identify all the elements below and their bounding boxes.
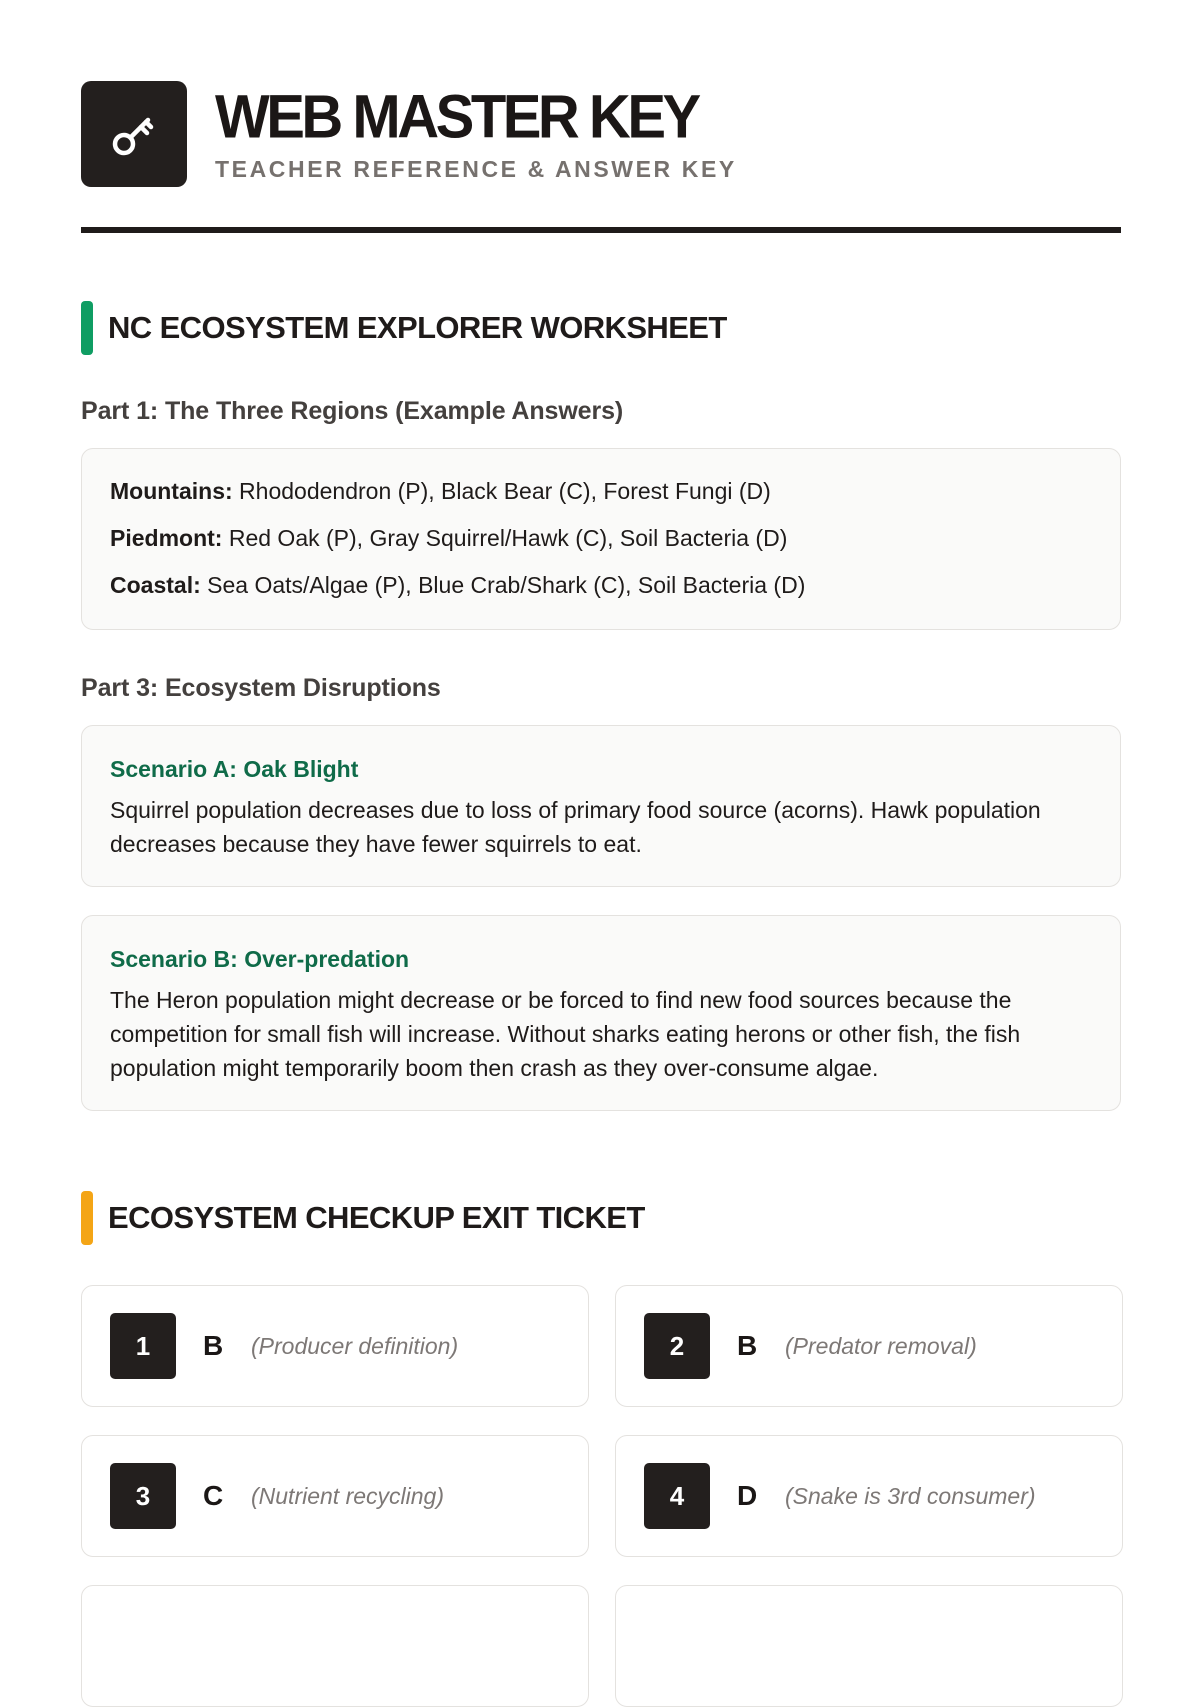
worksheet-section-heading (81, 301, 1121, 355)
page-subtitle: TEACHER REFERENCE & ANSWER KEY (215, 155, 737, 182)
question-number-badge: 4 (644, 1463, 710, 1529)
exit-ticket-section-heading (81, 1191, 1121, 1245)
answer-note: (Producer definition) (251, 1332, 459, 1359)
page-header (81, 81, 1121, 187)
answer-letter: C (203, 1480, 224, 1511)
answer-letter: B (737, 1330, 758, 1361)
section-title: NC ECOSYSTEM EXPLORER WORKSHEET (108, 310, 727, 345)
question-number-badge: 2 (644, 1313, 710, 1379)
region-label: Piedmont: (110, 525, 223, 551)
scenario-text: The Heron population might decrease or be forced to find new food sources because the competition for small fish will increase. Without sharks eating herons or other fish, the fish population might temporarily boom then crash as they over-consume algae. (110, 987, 1021, 1081)
regions-card (81, 448, 1121, 630)
page-title: WEB MASTER KEY (215, 81, 698, 151)
answer-note: (Snake is 3rd consumer) (785, 1482, 1036, 1509)
scenario-text: Squirrel population decreases due to loss of primary food source (acorns). Hawk population decreases because they have fewer squirrels to eat. (110, 797, 1041, 857)
region-row (110, 477, 1092, 524)
section-accent-bar (81, 1191, 93, 1245)
answer-letter: B (203, 1330, 224, 1361)
answer-key-page (81, 81, 1121, 1707)
part1-title: Part 1: The Three Regions (Example Answers) (81, 397, 624, 425)
section-title: ECOSYSTEM CHECKUP EXIT TICKET (108, 1200, 645, 1235)
region-row (110, 524, 1092, 571)
ticket-item (615, 1435, 1123, 1557)
answer-note: (Nutrient recycling) (251, 1482, 444, 1509)
key-icon (106, 106, 162, 162)
region-text: Rhododendron (P), Black Bear (C), Forest Fungi (D) (239, 478, 771, 504)
region-text: Red Oak (P), Gray Squirrel/Hawk (C), Soil Bacteria (D) (228, 525, 788, 551)
scenario-card (81, 725, 1121, 887)
header-divider (81, 227, 1121, 233)
scenario-card (81, 915, 1121, 1111)
region-label: Mountains: (110, 478, 233, 504)
region-row (110, 571, 1092, 618)
scenario-title: Scenario A: Oak Blight (110, 756, 359, 782)
region-text: Sea Oats/Algae (P), Blue Crab/Shark (C), Soil Bacteria (D) (207, 572, 806, 598)
answer-note: (Predator removal) (785, 1332, 977, 1359)
logo (81, 81, 187, 187)
ticket-item-partial (615, 1585, 1123, 1707)
section-accent-bar (81, 301, 93, 355)
region-label: Coastal: (110, 572, 201, 598)
ticket-item (615, 1285, 1123, 1407)
part3-title: Part 3: Ecosystem Disruptions (81, 674, 441, 702)
question-number-badge: 1 (110, 1313, 176, 1379)
answer-letter: D (737, 1480, 758, 1511)
ticket-item-partial (81, 1585, 589, 1707)
header-text (215, 81, 737, 183)
scenario-title: Scenario B: Over-predation (110, 946, 410, 972)
ticket-item (81, 1435, 589, 1557)
exit-ticket-grid (81, 1285, 1121, 1707)
question-number-badge: 3 (110, 1463, 176, 1529)
ticket-item (81, 1285, 589, 1407)
